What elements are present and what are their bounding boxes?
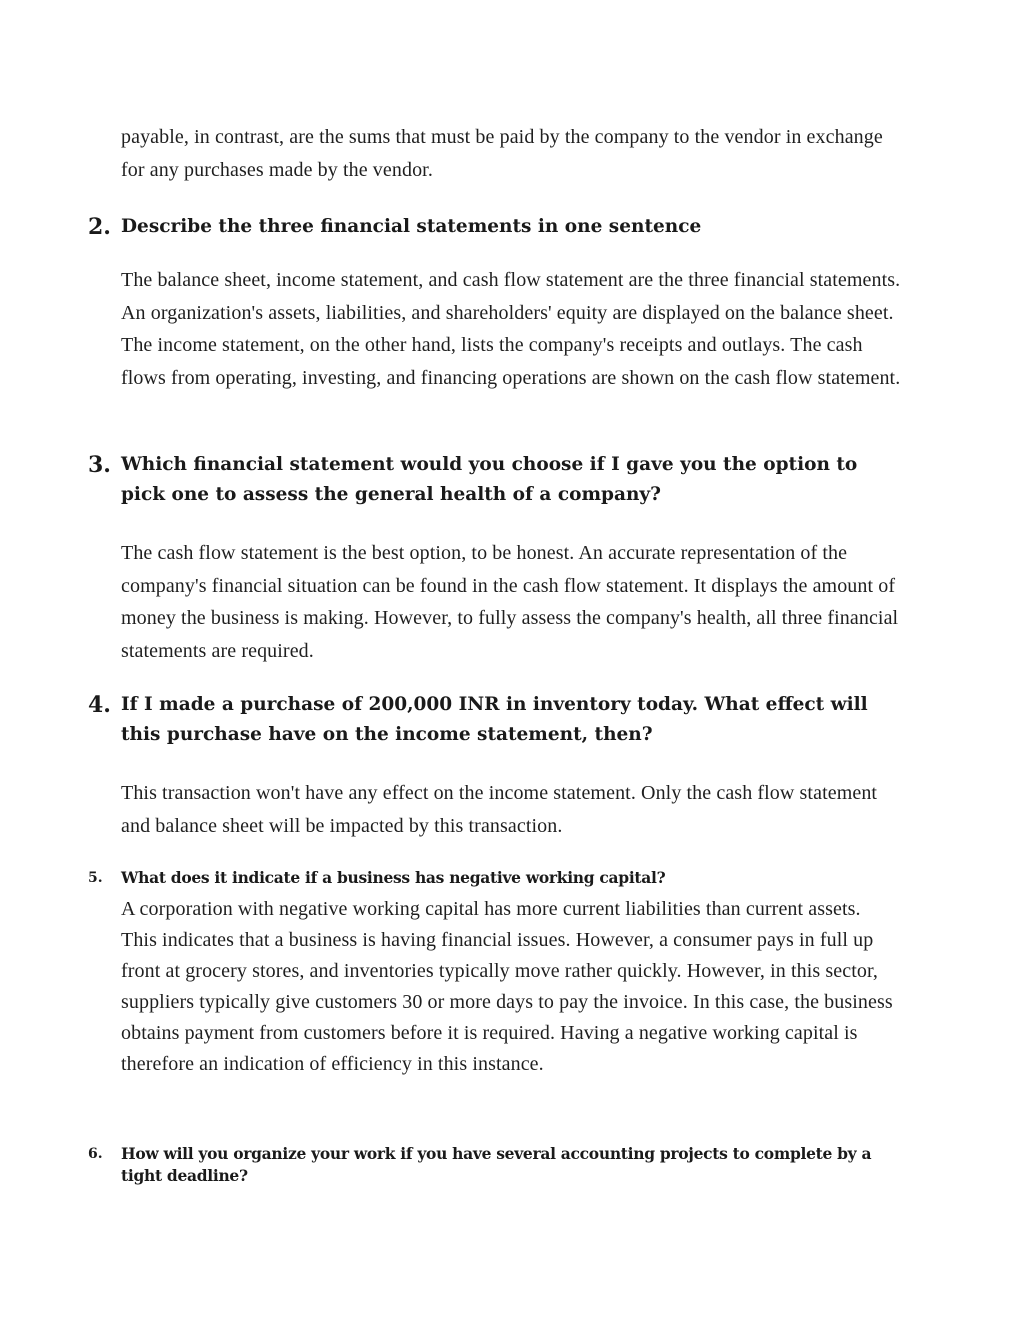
answer-2: The balance sheet, income statement, and cash flow statement are the three financial statements. An organization's assets, liabilities, and shareholders' equity are displayed on the balance sheet. The income statement, on the other hand, lists the company's receipts and outlays. The cash flows from operating, investing, and financing operations are shown on the cash flow statement. [121,269,901,389]
question-heading: What does it indicate if a business has negative working capital? [121,868,666,887]
question-heading: How will you organize your work if you have several accounting projects to complete by a tight deadline? [121,1144,872,1185]
question-4 [88,690,900,750]
question-number: 3. [88,452,111,478]
question-heading: Which financial statement would you choose if I gave you the option to pick one to assess the general health of a company? [121,454,858,505]
answer-3: The cash flow statement is the best option, to be honest. An accurate representation of the company's financial situation can be found in the cash flow statement. It displays the amount of money the business is making. However, to fully assess the company's health, all three financial statements are required. [121,542,899,662]
question-number: 4. [88,692,111,718]
question-6 [88,1143,900,1187]
question-3 [88,450,900,510]
question-number: 6. [88,1146,103,1162]
question-number: 5. [88,870,103,886]
question-heading: If I made a purchase of 200,000 INR in inventory today. What effect will this purchase have on the income statement, then? [121,694,868,745]
question-2 [88,212,900,242]
intro-paragraph: payable, in contrast, are the sums that must be paid by the company to the vendor in exchange for any purchases made by the vendor. [121,126,883,181]
answer-5: A corporation with negative working capital has more current liabilities than current assets. This indicates that a business is having financial issues. However, a consumer pays in full up front at grocery stores, and inventories typically move rather quickly. However, in this sector, suppliers typically give customers 30 or more days to pay the invoice. In this case, the business obtains payment from customers before it is required. Having a negative working capital is therefore an indication of efficiency in this instance. [121,898,893,1075]
question-5 [88,867,900,889]
question-number: 2. [88,214,111,240]
answer-4: This transaction won't have any effect on the income statement. Only the cash flow statement and balance sheet will be impacted by this transaction. [121,782,878,837]
question-heading: Describe the three financial statements in one sentence [121,216,702,237]
